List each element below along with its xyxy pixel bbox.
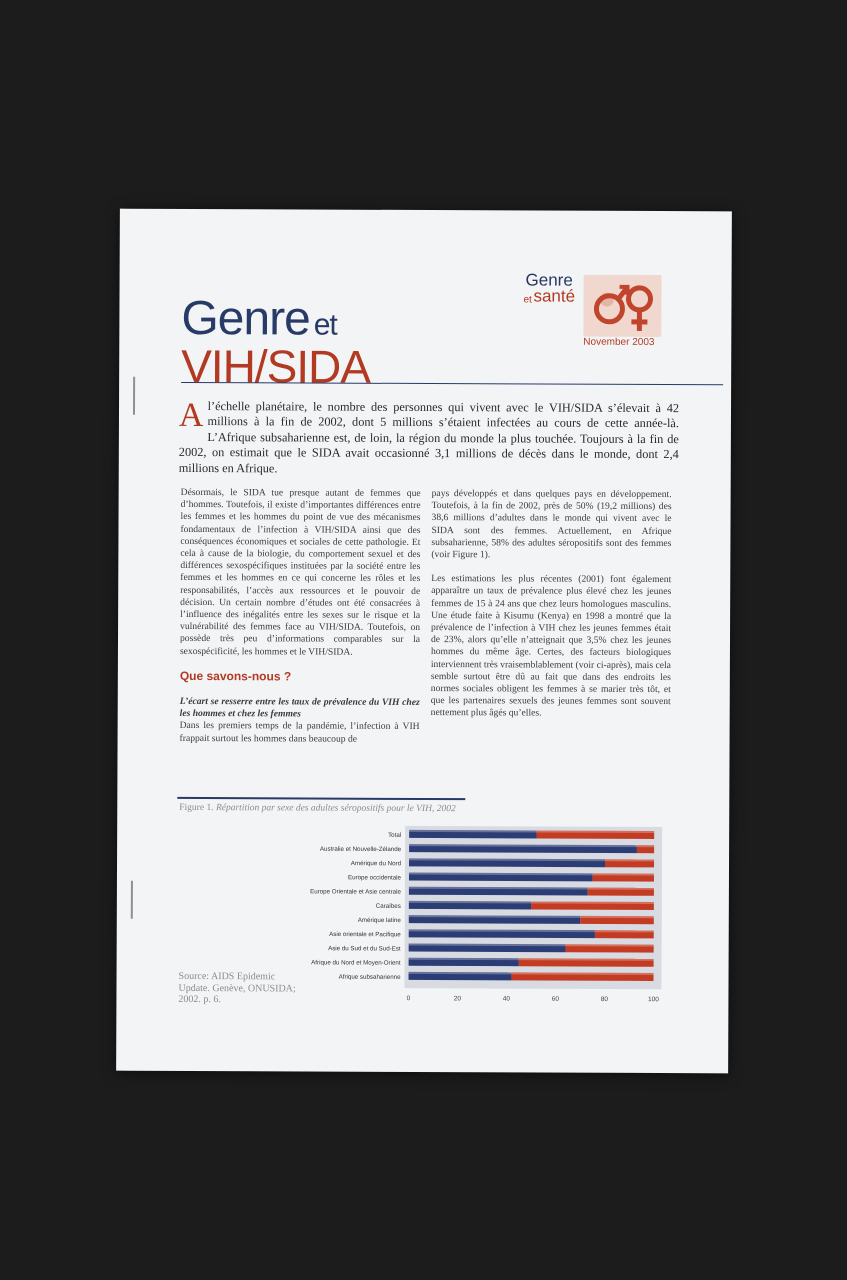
page-title-line2: VIH/SIDA [181, 339, 371, 393]
body-paragraph: Désormais, le SIDA tue presque autant de femmes que d’hommes. Toutefois, il existe d’importantes différences entre les femmes et les hommes du point de vue des mécanismes fondamentaux de l’infection à VIH/SIDA ainsi que des conséquences économiques et sociales de cette pathologie. Et cela à cause de la biologie, du comportement sexuel et des différences sexospécifiques instituées par la société entre les femmes et les hommes en ce qui concerne les rôles et les responsabilités, l’accès aux ressources et le pouvoir de décision. Un certain nombre d’études ont été consacrées à l’influence des inégalités entre les sexes sur le risque et la vulnérabilité des femmes face au VIH/SIDA. Toutefois, on possède très peu d’informations comparables sur la sexospécificité, les hommes et le VIH/SIDA. [179, 486, 421, 658]
right-column [431, 488, 672, 733]
title-genre: Genre [181, 291, 310, 346]
x-tick-label: 0 [406, 995, 411, 1003]
staple [131, 881, 133, 919]
drop-cap: A [178, 396, 204, 435]
figure-caption-text: Répartition par sexe des adultes séropositifs pour le VIH, 2002 [215, 803, 456, 815]
x-tick-label: 60 [551, 995, 560, 1003]
intro-text: l’échelle planétaire, le nombre des personnes qui vivent avec le VIH/SIDA s’élevait à 42 millions à la fin de 2002, dont 5 millions s’étaient infectées au cours de cette année-là. L’Afrique subsaharienne est, de loin, la région du monde la plus touchée. Toujours à la fin de 2002, on estimait que le SIDA avait occasionné 3,1 millions de décès dans le monde, dont 2,4 millions en Afrique. [178, 399, 680, 475]
brand-et: et [523, 294, 532, 306]
figure-rule [177, 797, 465, 800]
intro-paragraph [178, 396, 680, 478]
body-paragraph: Les estimations les plus récentes (2001) font également apparaître un taux de prévalence plus élevé chez les jeunes femmes de 15 à 24 ans que chez leurs homologues masculins. Une étude faite à Kisumu (Kenya) en 1998 a montré que la prévalence de l’infection à VIH chez les jeunes femmes était de 23%, alors qu’elle n’atteignait que 3,5% chez les jeunes hommes du même âge. Certes, des facteurs biologiques interviennent très vraisemblablement (voir ci-après), mais cela semble surtout être dû au fait que dans des endroits les normes sociales obligent les femmes à se marier très tôt, et que les partenaires sexuels des jeunes femmes sont souvent nettement plus âgés qu’elles. [430, 573, 672, 719]
stacked-bar-chart [296, 823, 662, 1005]
issue-date: November 2003 [583, 336, 655, 349]
x-tick-label: 40 [502, 995, 511, 1003]
figure-source: Source: AIDS Epidemic Update. Genève, ONUSIDA; 2002. p. 6. [178, 970, 296, 1006]
figure-label: Figure 1. [179, 802, 214, 814]
category-label: Afrique subsaharienne [338, 973, 401, 981]
category-label: Asie orientale et Pacifique [329, 930, 401, 939]
brand-sante: santé [533, 286, 576, 306]
figure-caption [179, 803, 455, 814]
body-paragraph: pays développés et dans quelques pays en développement. Toutefois, à la fin de 2002, près de 50% (19,2 millions) des 38,6 millions d’adultes dans le monde qui vivent avec le SIDA sont des femmes. Actuellement, en Afrique subsaharienne, 58% des adultes séropositifs sont des femmes (voir Figure 1). [431, 488, 672, 561]
x-tick-label: 80 [600, 995, 609, 1004]
x-tick-label: 20 [453, 995, 462, 1003]
category-label: Europe occidentale [347, 874, 401, 882]
left-column [180, 487, 421, 746]
section-heading: Que savons-nous ? [179, 668, 292, 684]
x-tick-label: 100 [647, 996, 659, 1004]
category-label: Europe Orientale et Asie centrale [310, 888, 401, 896]
staple [133, 377, 135, 415]
category-label: Asie du Sud et du Sud-Est [328, 945, 401, 953]
category-label: Amérique du Nord [350, 860, 402, 868]
brand-genre: Genre [525, 270, 573, 290]
category-label: Australie et Nouvelle-Zélande [319, 845, 402, 854]
brand-logo [523, 270, 673, 361]
title-et: et [313, 308, 337, 342]
body-paragraph: Dans les premiers temps de la pandémie, l’infection à VIH frappait surtout les hommes dans beaucoup de [179, 720, 420, 745]
gender-symbols-artwork [583, 275, 661, 337]
subheading: L’écart se resserre entre les taux de prévalence du VIH chez les hommes et chez les femmes [179, 695, 420, 720]
category-label: Amérique latine [357, 916, 401, 925]
category-label: Afrique du Nord et Moyen-Orient [311, 959, 401, 967]
category-label: Caraïbes [375, 902, 401, 910]
document-page [116, 209, 732, 1074]
category-label: Total [388, 831, 402, 839]
